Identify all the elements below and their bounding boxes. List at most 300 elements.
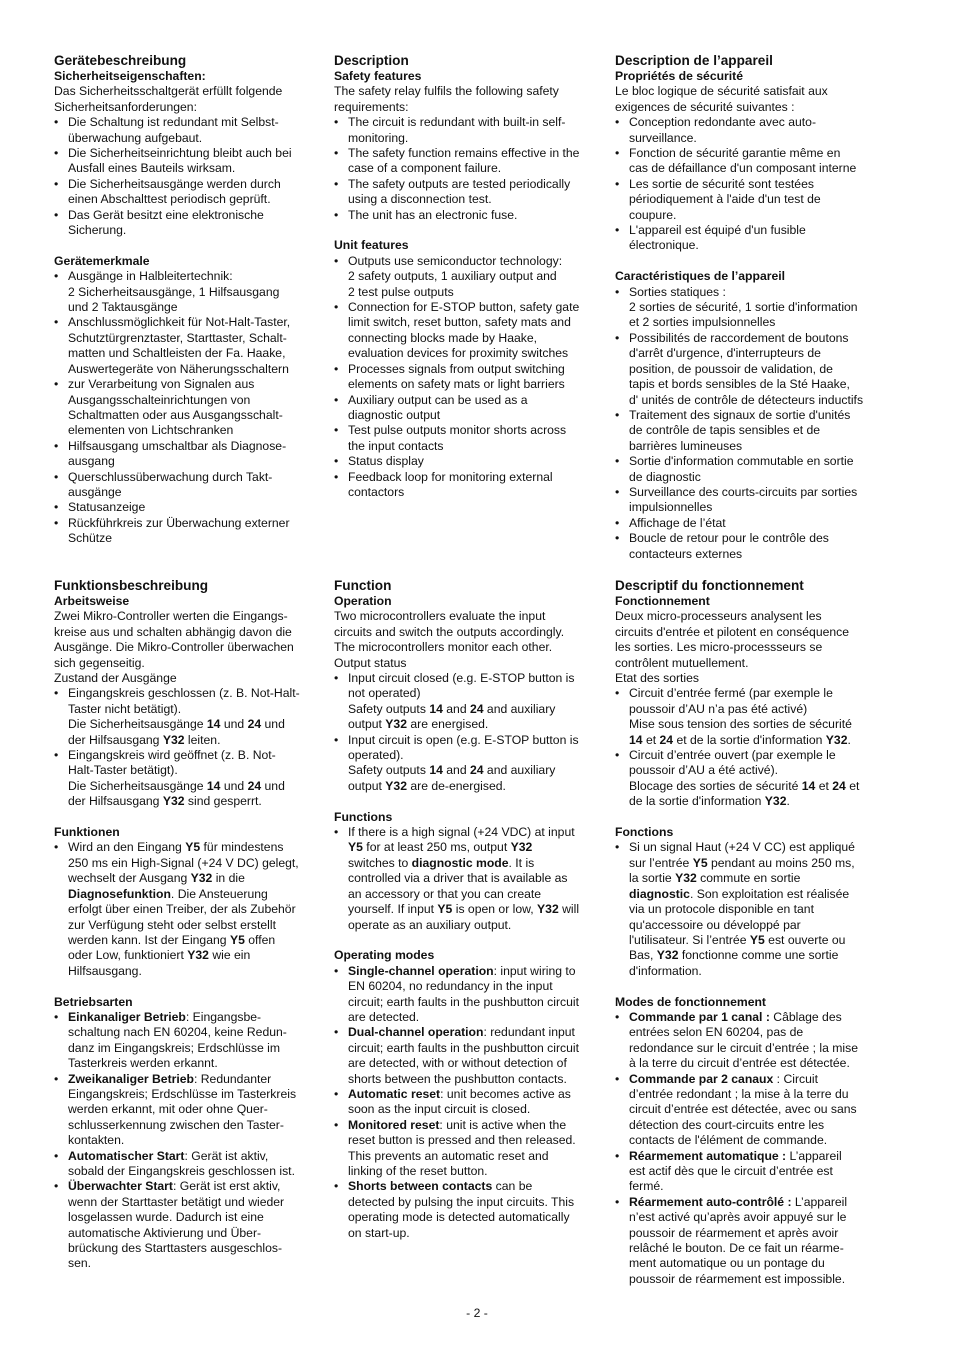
fr-safety-heading: Propriétés de sécurité	[615, 69, 744, 83]
page-number: - 2 -	[466, 1306, 488, 1320]
fr-modes-list	[615, 1010, 887, 1287]
list-item-line: impulsionnelles	[629, 500, 713, 515]
list-item-line: • Circuit d’entrée fermé (par exemple le	[629, 686, 833, 701]
list-item	[334, 208, 606, 223]
list-item-line: • Possibilités de raccordement de boutons	[629, 330, 849, 345]
list-item-line: Auswertegeräte von Näherungsschaltern	[68, 361, 289, 376]
en-operation-text	[334, 609, 606, 671]
fr-features-list	[615, 285, 887, 562]
list-item	[334, 733, 606, 795]
list-item	[54, 208, 326, 239]
list-item-line: • Eingangskreis wird geöffnet (z. B. Not-	[68, 748, 276, 763]
list-item-line: • Commande par 1 canal : Câblage des	[629, 1009, 842, 1024]
list-item-line: • Die Sicherheitseinrichtung bleibt auch bei	[68, 146, 292, 161]
list-item-line: à la terre du circuit d’entrée est détectée.	[629, 1056, 850, 1071]
fr-features-heading: Caractéristiques de l’appareil	[615, 269, 786, 284]
list-item-line: sen.	[68, 1256, 92, 1271]
list-item-line: an accessory or that you can create	[348, 886, 542, 901]
de-description-title: Gerätebeschreibung	[54, 53, 187, 68]
list-item-line: wechselt der Ausgang Y32 in die	[68, 871, 245, 886]
list-item-line: Hilfsausgang.	[68, 963, 142, 978]
de-operation-list	[54, 686, 326, 809]
list-item-line: sobald der Eingangskreis geschlossen ist.	[68, 1164, 295, 1178]
list-item	[334, 300, 606, 362]
list-item	[334, 1087, 606, 1118]
list-item-line: poussoir d’AU n’a pas été activé)	[629, 701, 808, 716]
list-item-line: détection des court-circuits entre les	[629, 1117, 825, 1132]
list-item-line: fermé.	[629, 1179, 664, 1194]
list-item-line: case of a component failure.	[348, 161, 502, 176]
list-item-line: erfolgt über einen Treiber, der als Zubehör	[68, 902, 296, 917]
text-line: Output status	[334, 655, 407, 670]
list-item-line: • If there is a high signal (+24 VDC) at input	[348, 825, 575, 840]
list-item	[334, 177, 606, 208]
list-item-line: • Conception redondante avec auto-	[629, 115, 817, 130]
list-item-line: • Input circuit is open (e.g. E-STOP button is	[348, 732, 579, 747]
list-item-line: Schütze	[68, 531, 113, 546]
list-item	[54, 377, 326, 439]
list-item	[54, 269, 326, 315]
text-line: The microcontrollers monitor each other.	[334, 640, 553, 655]
de-description-section	[54, 52, 326, 547]
fr-function-title: Descriptif du fonctionnement	[615, 578, 804, 593]
list-item-line: Schutztürgrenztaster, Starttaster, Schalt-	[68, 330, 287, 345]
list-item-line: contacts de l'élément de commande.	[629, 1133, 828, 1148]
en-modes-heading: Operating modes	[334, 948, 435, 963]
list-item-line: reset button is pressed and then released.	[348, 1133, 576, 1148]
list-item-line: • Ausgänge in Halbleitertechnik:	[68, 269, 233, 284]
list-item-line: ment automatique ou un pontage du	[629, 1256, 825, 1271]
list-item-line: und 2 Taktausgänge	[68, 300, 178, 315]
list-item-line: • Die Schaltung ist redundant mit Selbst-	[68, 115, 279, 130]
list-item-line: sur l’entrée Y5 pendant au moins 250 ms,	[629, 855, 855, 870]
list-item	[54, 1179, 326, 1271]
list-item-line: poussoir de réarmement et après avoir	[629, 1225, 839, 1240]
list-item-line: This prevents an automatic reset and	[348, 1148, 549, 1163]
list-item-line: Blocage des sorties de sécurité 14 et 24 et	[629, 778, 860, 793]
list-item-line: • Commande par 2 canaux : Circuit	[629, 1071, 818, 1086]
list-item	[54, 1072, 326, 1149]
list-item-line: der Hilfsausgang Y32 sind gesperrt.	[68, 794, 262, 809]
list-item	[615, 748, 887, 810]
list-item	[334, 423, 606, 454]
list-item-line: Y5 for at least 250 ms, output Y32	[348, 840, 533, 855]
fr-safety-intro	[615, 84, 887, 115]
de-function-title: Funktionsbeschreibung	[54, 578, 209, 593]
list-item-line: kontakten.	[68, 1133, 125, 1148]
list-item-line: • Einkanaliger Betrieb: Eingangsbe-	[68, 1009, 262, 1024]
en-description-title: Description	[334, 53, 409, 68]
list-item	[615, 146, 887, 177]
list-item-line: Sicherung.	[68, 223, 127, 238]
list-item-line: controlled via a driver that is available as	[348, 871, 568, 886]
list-item-line: • Boucle de retour pour le contrôle des	[629, 531, 829, 546]
fr-safety-list	[615, 115, 887, 254]
list-item-line: Ausfall eines Bauteils wirksam.	[68, 161, 236, 176]
list-item-line: matten und Schaltleisten der Fa. Haake,	[68, 346, 286, 361]
list-item-line: • L'appareil est équipé d'un fusible	[629, 223, 806, 238]
list-item-line: linking of the reset button.	[348, 1164, 488, 1178]
list-item-line: einen Abschalttest periodisch geprüft.	[68, 192, 271, 207]
list-item-line: Ausgangsschalteinrichtungen von	[68, 392, 251, 407]
list-item-line: poussoir d’AU a été activé).	[629, 763, 779, 778]
list-item	[334, 254, 606, 300]
de-modes-list	[54, 1010, 326, 1272]
list-item-line: 14 et 24 et de la sortie d'information Y32.	[629, 732, 851, 747]
de-functions-heading: Funktionen	[54, 825, 120, 840]
list-item-line: diagnostic. Son exploitation est réalisée	[629, 886, 850, 901]
list-item-line: poussoir de réarmement est impossible.	[629, 1271, 846, 1286]
fr-operation-text	[615, 609, 887, 686]
fr-operation-heading: Fonctionnement	[615, 594, 710, 608]
text-line: les sorties. Les micro-processseurs se	[615, 640, 823, 655]
list-item-line: 250 ms ein High-Signal (+24 V DC) gelegt,	[68, 855, 299, 870]
list-item-line: d'arrêt d'urgence, d'interrupteurs de	[629, 346, 821, 361]
list-item-line: überwachung aufgebaut.	[68, 130, 203, 145]
list-item-line: la sortie Y32 commute en sortie	[629, 871, 801, 886]
list-item-line: • The safety outputs are tested periodically	[348, 176, 571, 191]
list-item-line: • The unit has an electronic fuse.	[348, 207, 518, 222]
list-item-line: Diagnosefunktion. Die Ansteuerung	[68, 886, 268, 901]
list-item-line: • Automatischer Start: Gerät ist aktiv,	[68, 1148, 269, 1163]
list-item-line: • The safety function remains effective in the	[348, 146, 580, 161]
list-item-line: d' unités de contrôle de détecteurs inductifs	[629, 392, 864, 407]
text-line: contrôlent mutuellement.	[615, 655, 749, 670]
list-item-line: diagnostic output	[348, 407, 441, 422]
list-item-line: 2 Sicherheitsausgänge, 1 Hilfsausgang	[68, 284, 280, 299]
list-item	[54, 1010, 326, 1072]
list-item-line: • Fonction de sécurité garantie même en	[629, 146, 841, 161]
list-item-line: • Réarmement automatique : L’appareil	[629, 1148, 842, 1163]
text-line: Ausgänge. Die Mikro-Controller überwachen	[54, 640, 294, 655]
list-item-line: relâché le bouton. De ce fait un réarme-	[629, 1241, 844, 1256]
en-safety-list	[334, 115, 606, 223]
list-item-line: Halt-Taster betätigt).	[68, 763, 178, 778]
list-item-line: • Si un signal Haut (+24 V CC) est appliqué	[629, 840, 855, 855]
list-item	[54, 500, 326, 515]
list-item	[615, 485, 887, 516]
list-item-line: • Test pulse outputs monitor shorts across	[348, 423, 567, 438]
de-safety-intro	[54, 84, 326, 115]
list-item	[54, 748, 326, 810]
en-safety-heading: Safety features	[334, 69, 422, 83]
list-item-line: der Hilfsausgang Y32 leiten.	[68, 732, 221, 747]
list-item-line: • Das Gerät besitzt eine elektronische	[68, 207, 264, 222]
list-item-line: Tasterkreis werden erkannt.	[68, 1056, 218, 1071]
list-item-line: brückung des Starttasters ausgeschlos-	[68, 1241, 283, 1256]
list-item-line: • Shorts between contacts can be	[348, 1179, 533, 1194]
list-item	[615, 686, 887, 748]
list-item	[54, 840, 326, 979]
en-operation-list	[334, 671, 606, 794]
fr-description-section	[615, 52, 887, 562]
list-item	[334, 1025, 606, 1087]
list-item-line: • Statusanzeige	[68, 500, 146, 515]
list-item-line: ausgang	[68, 454, 115, 469]
text-line: requirements:	[334, 99, 409, 114]
list-item	[334, 671, 606, 733]
fr-functions-list	[615, 840, 887, 979]
list-item-line: n’est activé qu’après avoir appuyé sur le	[629, 1210, 847, 1225]
list-item-line: Taster nicht betätigt).	[68, 701, 182, 716]
list-item-line: elements on safety mats or light barriers	[348, 377, 565, 392]
list-item-line: position, de poussoir de validation, de	[629, 361, 833, 376]
list-item	[54, 516, 326, 547]
list-item	[54, 315, 326, 377]
list-item-line: losgelassen wurde. Dadurch ist eine	[68, 1210, 264, 1225]
list-item	[615, 285, 887, 331]
list-item-line: redondance sur le circuit d’entrée ; la mise	[629, 1040, 858, 1055]
list-item-line: de contrôle de tapis sensibles et de	[629, 423, 821, 438]
list-item-line: output Y32 are de-energised.	[348, 778, 506, 793]
list-item-line: l'utilisateur. Si l’entrée Y5 est ouverte ou	[629, 932, 846, 947]
list-item-line: monitoring.	[348, 130, 409, 145]
list-item-line: contacteurs externes	[629, 546, 743, 561]
de-operation-text	[54, 609, 326, 686]
text-line: sich gegenseitig.	[54, 655, 145, 670]
list-item-line: circuit d’entrée est détectée, avec ou sans	[629, 1102, 857, 1117]
text-line: exigences de sécurité suivantes :	[615, 99, 795, 114]
list-item-line: Safety outputs 14 and 24 and auxiliary	[348, 701, 556, 716]
list-item-line: are detected, with or without detection of	[348, 1056, 567, 1071]
list-item-line: contactors	[348, 484, 405, 499]
list-item-line: • Überwachter Start: Gerät ist erst aktiv,	[68, 1179, 281, 1194]
en-functions-list	[334, 825, 606, 933]
list-item-line: cas de défaillance d'un composant interne	[629, 161, 857, 176]
list-item	[615, 408, 887, 454]
text-line: Two microcontrollers evaluate the input	[334, 609, 546, 624]
de-features-list	[54, 269, 326, 546]
list-item-line: est actif dès que le circuit d’entrée est	[629, 1164, 833, 1178]
en-modes-list	[334, 964, 606, 1241]
list-item-line: Die Sicherheitsausgänge 14 und 24 und	[68, 717, 285, 732]
list-item	[615, 1072, 887, 1149]
list-item-line: 2 test pulse outputs	[348, 284, 454, 299]
de-function-section	[54, 577, 326, 1272]
list-item	[615, 1149, 887, 1195]
text-line: Etat des sorties	[615, 671, 699, 686]
en-features-list	[334, 254, 606, 501]
list-item-line: • Dual-channel operation: redundant input	[348, 1025, 575, 1040]
list-item-line: • Hilfsausgang umschaltbar als Diagnose-	[68, 438, 287, 453]
list-item-line: • Rückführkreis zur Überwachung externer	[68, 515, 290, 530]
list-item-line: • The circuit is redundant with built-in self-	[348, 115, 566, 130]
list-item-line: werden erkannt, mit oder ohne Quer-	[68, 1102, 268, 1117]
text-line: Le bloc logique de sécurité satisfait aux	[615, 84, 828, 99]
list-item-line: • Affichage de l’état	[629, 515, 726, 530]
list-item-line: • Monitored reset: unit is active when the	[348, 1117, 567, 1132]
list-item	[615, 223, 887, 254]
list-item-line: • Querschlussüberwachung durch Takt-	[68, 469, 273, 484]
list-item-line: • Surveillance des courts-circuits par sorties	[629, 484, 858, 499]
text-line: Das Sicherheitsschaltgerät erfüllt folgende	[54, 84, 283, 99]
list-item-line: shorts between the pushbutton contacts.	[348, 1071, 567, 1086]
list-item-line: Safety outputs 14 and 24 and auxiliary	[348, 763, 556, 778]
list-item-line: • Status display	[348, 454, 424, 469]
list-item-line: operating mode is detected automatically	[348, 1210, 570, 1225]
list-item-line: yourself. If input Y5 is open or low, Y32 will	[348, 902, 580, 917]
list-item-line: output Y32 are energised.	[348, 717, 489, 732]
list-item-line: • Die Sicherheitsausgänge werden durch	[68, 176, 281, 191]
list-item-line: Mise sous tension des sorties de sécurité	[629, 717, 852, 732]
list-item	[54, 439, 326, 470]
list-item-line: danz im Eingangskreis; Erdschlüsse im	[68, 1040, 281, 1055]
list-item	[615, 454, 887, 485]
list-item-line: • Outputs use semiconductor technology:	[348, 253, 563, 268]
list-item-line: de diagnostic	[629, 469, 701, 484]
list-item	[334, 470, 606, 501]
list-item	[334, 1179, 606, 1241]
list-item	[334, 115, 606, 146]
text-line: Deux micro-processeurs analysent les	[615, 609, 822, 624]
list-item-line: circuit; earth faults in the pushbutton circuit	[348, 994, 580, 1009]
list-item-line: automatische Aktivierung und Über-	[68, 1225, 262, 1240]
list-item-line: surveillance.	[629, 130, 697, 145]
text-line: circuits and switch the outputs accordingly.	[334, 624, 565, 639]
list-item-line: entrées selon EN 60204, pas de	[629, 1025, 804, 1040]
list-item	[54, 686, 326, 748]
list-item	[54, 1149, 326, 1180]
list-item-line: barrières lumineuses	[629, 438, 743, 453]
list-item-line: • Réarmement auto-contrôlé : L’appareil	[629, 1194, 848, 1209]
text-line: Zustand der Ausgänge	[54, 671, 177, 686]
list-item-line: via un protocole disponible en tant	[629, 902, 814, 917]
list-item	[615, 1195, 887, 1287]
fr-modes-heading: Modes de fonctionnement	[615, 994, 766, 1009]
list-item-line: • Automatic reset: unit becomes active as	[348, 1086, 571, 1101]
en-function-title: Function	[334, 578, 392, 593]
text-line: Sicherheitsanforderungen:	[54, 99, 197, 114]
list-item-line: zur Verfügung steht oder selbst erstellt	[68, 917, 276, 932]
list-item-line: Die Sicherheitsausgänge 14 und 24 und	[68, 778, 285, 793]
list-item	[615, 516, 887, 531]
list-item	[54, 115, 326, 146]
fr-operation-list	[615, 686, 887, 809]
list-item	[334, 825, 606, 933]
fr-description-title: Description de l’appareil	[615, 53, 773, 68]
list-item-line: limit switch, reset button, safety mats and	[348, 315, 571, 330]
list-item	[334, 393, 606, 424]
list-item-line: • Zweikanaliger Betrieb: Redundanter	[68, 1071, 272, 1086]
de-safety-list	[54, 115, 326, 238]
list-item-line: are detected.	[348, 1009, 420, 1024]
list-item-line: d'information.	[629, 963, 702, 978]
en-function-section	[334, 577, 606, 1241]
fr-function-section	[615, 577, 887, 1287]
list-item-line: detected by pulsing the input circuits. This	[348, 1194, 575, 1209]
list-item	[334, 964, 606, 1026]
list-item	[334, 146, 606, 177]
list-item-line: operate as an auxiliary output.	[348, 917, 512, 932]
list-item-line: • Sorties statiques :	[629, 284, 726, 299]
list-item	[334, 1118, 606, 1180]
list-item-line: • Eingangskreis geschlossen (z. B. Not-Halt-	[68, 686, 300, 701]
list-item-line: de la sortie d'information Y32.	[629, 794, 790, 809]
list-item-line: • Traitement des signaux de sortie d'unités	[629, 407, 851, 422]
list-item-line: 2 safety outputs, 1 auxiliary output and	[348, 269, 557, 284]
list-item	[334, 362, 606, 393]
list-item	[615, 531, 887, 562]
list-item-line: • Feedback loop for monitoring external	[348, 469, 553, 484]
de-modes-heading: Betriebsarten	[54, 994, 133, 1009]
de-functions-list	[54, 840, 326, 979]
list-item-line: • Processes signals from output switching	[348, 361, 565, 376]
list-item-line: et 2 sorties impulsionnelles	[629, 315, 776, 330]
en-operation-heading: Operation	[334, 594, 392, 608]
de-features-heading: Gerätemerkmale	[54, 253, 150, 268]
list-item	[615, 177, 887, 223]
en-functions-heading: Functions	[334, 809, 393, 824]
list-item-line: oder Low, funktioniert Y32 wie ein	[68, 948, 251, 963]
de-safety-heading: Sicherheitseigenschaften:	[54, 69, 206, 83]
list-item-line: ausgänge	[68, 484, 122, 499]
list-item-line: • Connection for E-STOP button, safety gate	[348, 300, 580, 315]
list-item-line: • Les sortie de sécurité sont testées	[629, 176, 814, 191]
list-item-line: • Input circuit closed (e.g. E-STOP button is	[348, 671, 575, 686]
list-item-line: tapis et bords sensibles de la Sté Haake,	[629, 377, 850, 392]
list-item-line: schlusserkennung zwischen den Taster-	[68, 1117, 284, 1132]
text-line: circuits d'entrée et pilotent en conséquence	[615, 624, 850, 639]
list-item-line: Schaltmatten oder aus Ausgangsschalt-	[68, 407, 283, 422]
list-item	[615, 840, 887, 979]
list-item-line: the input contacts	[348, 438, 444, 453]
list-item-line: EN 60204, no redundancy in the input	[348, 979, 553, 994]
list-item-line: Bas, Y32 fonctionne comme une sortie	[629, 948, 839, 963]
list-item-line: • Anschlussmöglichkeit für Not-Halt-Taster,	[68, 315, 291, 330]
text-line: The safety relay fulfils the following safety	[334, 84, 559, 99]
text-line: Zwei Mikro-Controller werten die Eingangs-	[54, 609, 288, 624]
list-item	[334, 454, 606, 469]
list-item-line: operated).	[348, 748, 404, 763]
list-item-line: • zur Verarbeitung von Signalen aus	[68, 377, 255, 392]
list-item-line: • Single-channel operation: input wiring to	[348, 963, 576, 978]
list-item-line: qu'accessoire ou développé par	[629, 917, 801, 932]
en-safety-intro	[334, 84, 606, 115]
text-line: kreise aus und schalten abhängig davon die	[54, 624, 292, 639]
list-item-line: 2 sorties de sécurité, 1 sortie d'information	[629, 300, 858, 315]
list-item-line: on start-up.	[348, 1225, 410, 1240]
list-item-line: • Sortie d'information commutable en sortie	[629, 454, 854, 469]
list-item-line: Eingangskreis; Erdschlüsse im Tasterkreis	[68, 1086, 297, 1101]
list-item-line: schaltung nach EN 60204, keine Redun-	[68, 1025, 287, 1040]
list-item	[54, 146, 326, 177]
list-item-line: périodiquement à l'aide d'un test de	[629, 192, 821, 207]
list-item-line: connecting blocks made by Haake,	[348, 330, 538, 345]
list-item	[615, 331, 887, 408]
list-item-line: • Circuit d’entrée ouvert (par exemple le	[629, 748, 836, 763]
en-features-heading: Unit features	[334, 238, 409, 253]
list-item	[54, 177, 326, 208]
list-item-line: wenn der Starttaster betätigt und wieder	[68, 1194, 285, 1209]
list-item-line: coupure.	[629, 207, 677, 222]
list-item-line: werden kann. Ist der Eingang Y5 offen	[68, 932, 276, 947]
list-item-line: elementen von Lichtschranken	[68, 423, 234, 438]
de-operation-heading: Arbeitsweise	[54, 594, 130, 608]
list-item-line: électronique.	[629, 238, 699, 253]
list-item-line: • Auxiliary output can be used as a	[348, 392, 528, 407]
en-description-section	[334, 52, 606, 500]
list-item	[615, 115, 887, 146]
list-item-line: switches to diagnostic mode. It is	[348, 855, 535, 870]
list-item-line: soon as the input circuit is closed.	[348, 1102, 531, 1117]
list-item	[615, 1010, 887, 1072]
fr-functions-heading: Fonctions	[615, 825, 674, 840]
list-item-line: using a disconnection test.	[348, 192, 492, 207]
list-item-line: d’entrée redondant ; la mise à la terre du	[629, 1086, 849, 1101]
list-item-line: circuit; earth faults in the pushbutton circuit	[348, 1040, 580, 1055]
list-item-line: not operated)	[348, 686, 421, 701]
list-item	[54, 470, 326, 501]
